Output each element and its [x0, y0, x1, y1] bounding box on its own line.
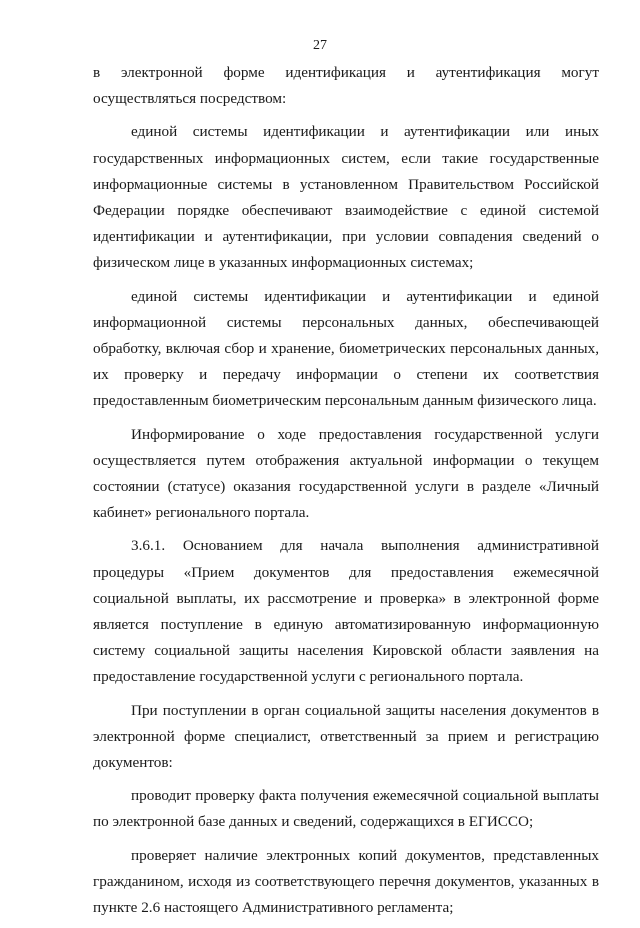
- paragraph-3-6-1: 3.6.1. Основанием для начала выполнения административной процедуры «Прием документов для предоставления ежемесячной социальной выплаты, их рассмотрение и проверка» в электронной форме является поступление в единую автоматизированную информационную систему социальной защиты населения Кировской области заявления на предоставление государственной услуги с регионального портала.: [93, 537, 599, 686]
- paragraph-biometric: единой системы идентификации и аутентификации и единой информационной системы персональных данных, обеспечивающей обработку, включая сбор и хранение, биометрических персональных данных, их проверку и передачу информации о степени их соответствия предоставленным биометрическим персональным данным физического лица.: [93, 287, 599, 410]
- paragraph-intro: в электронной форме идентификация и аутентификация могут осуществляться посредством:: [93, 64, 599, 108]
- paragraph-esia: единой системы идентификации и аутентификации или иных государственных информационных систем, если такие государственные информационные системы в установленном Правительством Российской Федерации порядке обеспечивают взаимодействие с единой системой идентификации и аутентификации, при условии совпадения сведений о физическом лице в указанных информационных системах;: [93, 123, 599, 272]
- paragraph-check-payment: проводит проверку факта получения ежемесячной социальной выплаты по электронной базе данных и сведений, содержащихся в ЕГИССО;: [93, 787, 599, 831]
- paragraph-check-copies: проверяет наличие электронных копий документов, представленных гражданином, исходя из соответствующего перечня документов, указанных в пункте 2.6 настоящего Административного регламента;: [93, 846, 599, 917]
- page-number: 27: [313, 38, 327, 53]
- document-body: [93, 60, 599, 928]
- paragraph-informing: Информирование о ходе предоставления государственной услуги осуществляется путем отображения актуальной информации о текущем состоянии (статусе) оказания государственной услуги в разделе «Личный кабинет» регионального портала.: [93, 425, 599, 522]
- paragraph-receipt: При поступлении в орган социальной защиты населения документов в электронной форме специалист, ответственный за прием и регистрацию документов:: [93, 701, 599, 772]
